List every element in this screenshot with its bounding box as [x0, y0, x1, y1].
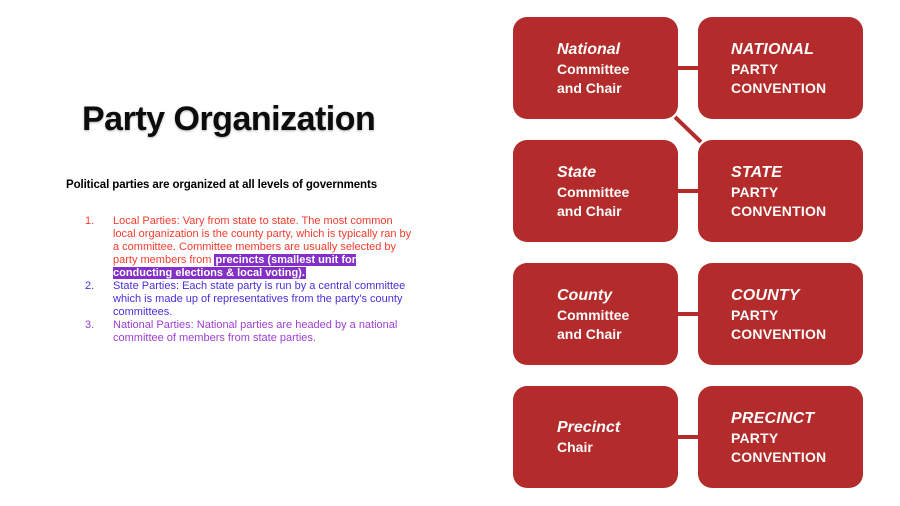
list-item-number: 1.	[85, 215, 95, 227]
box-state-committee	[513, 140, 678, 242]
box-precinct-convention	[698, 386, 863, 488]
box-line: CONVENTION	[731, 448, 827, 465]
box-line: CONVENTION	[731, 202, 827, 219]
box-line: PARTY	[731, 183, 779, 200]
box-line: PARTY	[731, 60, 779, 77]
box-line: STATE	[731, 163, 783, 181]
list-item-number: 3.	[85, 319, 95, 331]
box-line: and Chair	[557, 79, 622, 96]
box-line: and Chair	[557, 325, 622, 342]
box-line: CONVENTION	[731, 325, 827, 342]
box-line: State	[557, 163, 597, 181]
box-line: Precinct	[557, 419, 621, 436]
highlight-text: precincts (smallest unit for conducting elections & local voting).	[113, 254, 357, 279]
list-item-text: National Parties: National parties are headed by a national committee of members from state parties.	[113, 319, 398, 344]
box-line: NATIONAL	[731, 40, 815, 58]
slide-subtitle: Political parties are organized at all levels of governments	[66, 179, 377, 191]
box-county-committee	[513, 263, 678, 365]
box-county-convention	[698, 263, 863, 365]
list-item-text: Local Parties: Vary from state to state. The most common local organization is the county party, which is typically ran by a committee. Committee members are usually selected by party members from	[113, 215, 412, 266]
box-line: PARTY	[731, 306, 779, 323]
slide-title: Party Organization	[82, 100, 376, 138]
box-line: Committee	[557, 306, 630, 323]
box-national-committee	[513, 17, 678, 119]
box-line: Committee	[557, 60, 630, 77]
box-national-convention	[698, 17, 863, 119]
box-line: Chair	[557, 439, 593, 455]
box-line: PRECINCT	[731, 409, 815, 427]
box-line: CONVENTION	[731, 79, 827, 96]
list-item-number: 2.	[85, 280, 95, 292]
box-line: PARTY	[731, 429, 779, 446]
box-precinct-chair	[513, 386, 678, 488]
box-line: COUNTY	[731, 286, 800, 304]
connector-national-to-state-diagonal	[675, 117, 701, 142]
list-item-text: State Parties: Each state party is run by a central committee which is made up of representatives from the party's county committees.	[113, 280, 406, 318]
box-line: and Chair	[557, 202, 622, 219]
box-line: National	[557, 40, 621, 58]
box-line: County	[557, 286, 613, 304]
box-state-convention	[698, 140, 863, 242]
box-line: Committee	[557, 183, 630, 200]
